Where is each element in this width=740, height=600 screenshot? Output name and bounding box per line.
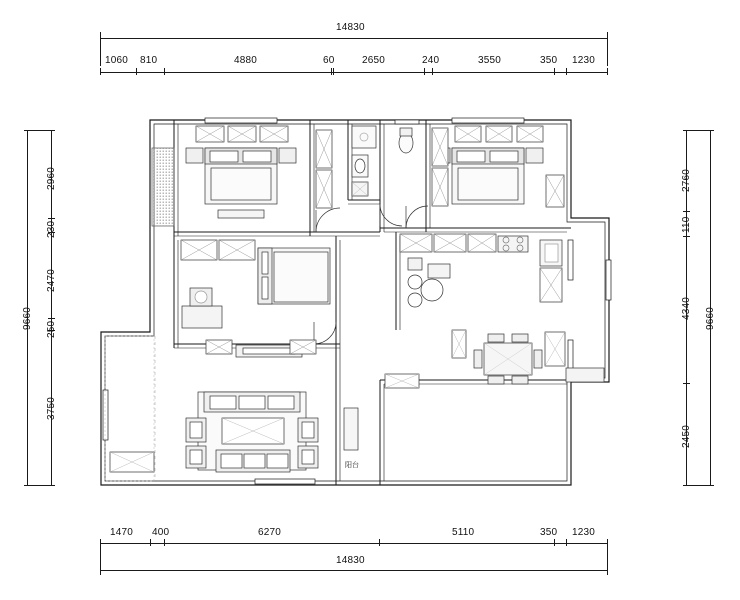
top-chain-label-7: 350 [540, 55, 558, 66]
left-chain-label-1: 230 [46, 220, 57, 238]
left-chain-label-3: 250 [46, 320, 57, 338]
left-chain-label-0: 2960 [46, 166, 57, 190]
right-overall-dim-label: 9660 [705, 306, 716, 330]
top-chain-label-8: 1230 [572, 55, 596, 66]
door-bathroom [380, 204, 402, 226]
door-bedroom-right [406, 206, 428, 228]
door-study [314, 322, 336, 344]
right-chain-label-3: 2450 [681, 424, 692, 448]
top-chain-label-3: 60 [323, 55, 335, 66]
top-overall-dim-label: 14830 [336, 22, 365, 33]
right-chain-label-0: 2760 [681, 168, 692, 192]
top-chain-label-0: 1060 [105, 55, 129, 66]
left-chain-label-4: 3750 [46, 396, 57, 420]
top-chain-label-4: 2650 [362, 55, 386, 66]
left-overall-dim-label: 9660 [22, 306, 33, 330]
bottom-overall-dim-label: 14830 [336, 555, 365, 566]
right-chain-label-1: 110 [681, 216, 692, 233]
door-bedroom-left [316, 208, 340, 232]
bottom-chain-label-0: 1470 [110, 527, 134, 538]
right-chain-label-2: 4340 [681, 296, 692, 320]
top-chain-label-1: 810 [140, 55, 158, 66]
bottom-chain-label-1: 400 [152, 527, 170, 538]
bedroom-right-furniture [432, 126, 564, 207]
bathroom-fixtures [352, 126, 413, 196]
hall-console [206, 340, 316, 357]
balcony-storage [110, 452, 154, 472]
balcony-label: 阳台 [345, 462, 359, 469]
living-room-furniture [186, 392, 358, 472]
stone-feature-wall [152, 148, 174, 226]
left-chain-label-2: 2470 [46, 268, 57, 292]
study-furniture [181, 240, 330, 328]
bottom-chain-label-2: 6270 [258, 527, 282, 538]
bottom-chain-label-5: 1230 [572, 527, 596, 538]
kitchen-fixtures [400, 234, 562, 307]
top-chain-label-6: 3550 [478, 55, 502, 66]
top-chain-label-2: 4880 [234, 55, 258, 66]
bottom-chain-label-4: 350 [540, 527, 558, 538]
bottom-chain-label-3: 5110 [452, 527, 475, 538]
top-chain-label-5: 240 [422, 55, 440, 66]
